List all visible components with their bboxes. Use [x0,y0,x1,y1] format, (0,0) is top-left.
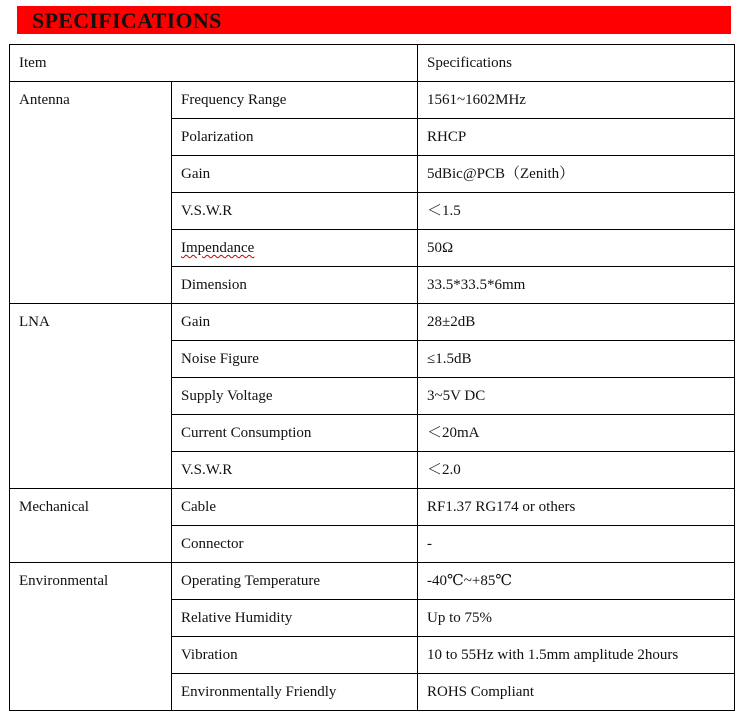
parameter-cell: Vibration [172,637,418,674]
parameter-cell: Dimension [172,267,418,304]
parameter-cell: Frequency Range [172,82,418,119]
parameter-cell [172,230,418,267]
group-name-cell: Antenna [10,82,172,304]
page-title: SPECIFICATIONS [32,8,222,33]
table-row [10,82,735,119]
table-header-row [10,45,735,82]
value-cell: RF1.37 RG174 or others [418,489,735,526]
value-cell: 33.5*33.5*6mm [418,267,735,304]
parameter-cell: Noise Figure [172,341,418,378]
value-cell: 50Ω [418,230,735,267]
table-row [10,563,735,600]
parameter-cell: Connector [172,526,418,563]
value-cell: 28±2dB [418,304,735,341]
value-cell: 1561~1602MHz [418,82,735,119]
parameter-cell: Gain [172,304,418,341]
table-row [10,304,735,341]
parameter-cell: V.S.W.R [172,193,418,230]
specifications-table [9,44,735,711]
value-cell: 10 to 55Hz with 1.5mm amplitude 2hours [418,637,735,674]
value-cell: Up to 75% [418,600,735,637]
parameter-cell: Relative Humidity [172,600,418,637]
value-cell: ＜2.0 [418,452,735,489]
value-cell: ＜1.5 [418,193,735,230]
specifications-table-body [10,45,735,711]
value-cell: ≤1.5dB [418,341,735,378]
value-cell: ROHS Compliant [418,674,735,711]
parameter-cell: V.S.W.R [172,452,418,489]
group-name-cell: Environmental [10,563,172,711]
value-cell: -40℃~+85℃ [418,563,735,600]
parameter-cell: Environmentally Friendly [172,674,418,711]
parameter-cell: Cable [172,489,418,526]
parameter-cell: Current Consumption [172,415,418,452]
value-cell: 5dBic@PCB（Zenith） [418,156,735,193]
parameter-cell: Supply Voltage [172,378,418,415]
group-name-cell: LNA [10,304,172,489]
parameter-cell: Operating Temperature [172,563,418,600]
parameter-label-misspelled: Impendance [181,240,255,256]
title-banner [17,6,731,34]
value-cell: RHCP [418,119,735,156]
parameter-cell: Gain [172,156,418,193]
parameter-cell: Polarization [172,119,418,156]
value-cell: 3~5V DC [418,378,735,415]
header-specifications: Specifications [418,45,735,82]
header-item: Item [10,45,418,82]
value-cell: ＜20mA [418,415,735,452]
group-name-cell: Mechanical [10,489,172,563]
value-cell: - [418,526,735,563]
table-row [10,489,735,526]
